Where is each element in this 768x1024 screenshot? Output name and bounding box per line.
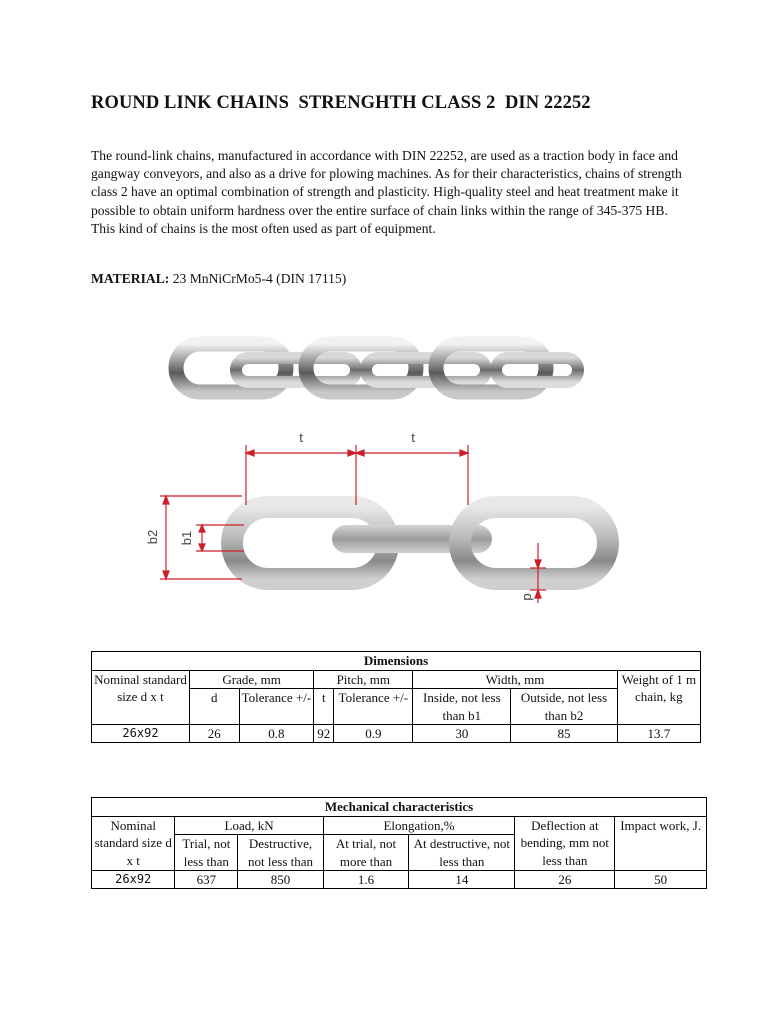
mech-header-load: Load, kN xyxy=(175,816,323,835)
material-label: MATERIAL: xyxy=(91,271,170,286)
b2-label: b2 xyxy=(145,529,160,545)
chain-photo-image xyxy=(168,330,588,410)
mech-cell-at-trial: 1.6 xyxy=(323,871,409,889)
mech-header-at-destructive: At destructive, not less than xyxy=(409,835,515,871)
mech-header-trial: Trial, not less than xyxy=(175,835,238,871)
b1-label: b1 xyxy=(179,530,194,546)
mech-header-destructive: Destructive, not less than xyxy=(238,835,324,871)
dim-header-d-tolerance: Tolerance +/- xyxy=(239,689,314,725)
dim-cell-d-tolerance: 0.8 xyxy=(239,725,314,743)
dimensions-table xyxy=(91,651,701,743)
dim-header-pitch: Pitch, mm xyxy=(314,670,413,689)
mech-header-deflection: Deflection at bending, mm not less than xyxy=(515,816,615,871)
dim-cell-t-tolerance: 0.9 xyxy=(334,725,413,743)
mech-header-at-trial: At trial, not more than xyxy=(323,835,409,871)
dim-cell-t: 92 xyxy=(314,725,334,743)
t-label-1: t xyxy=(299,430,303,445)
dim-cell-d: 26 xyxy=(189,725,239,743)
mech-header-impact: Impact work, J. xyxy=(615,816,707,871)
dim-header-t-tolerance: Tolerance +/- xyxy=(334,689,413,725)
t-label-2: t xyxy=(411,430,415,445)
dim-header-d: d xyxy=(189,689,239,725)
mech-cell-destructive: 850 xyxy=(238,871,324,889)
page-title: ROUND LINK CHAINS STRENGHTH CLASS 2 DIN 22252 xyxy=(91,93,591,113)
d-label: d xyxy=(521,593,536,601)
dim-header-inside: Inside, not less than b1 xyxy=(413,689,511,725)
dimensions-caption: Dimensions xyxy=(92,652,701,671)
mechanical-table xyxy=(91,797,707,889)
mech-cell-impact: 50 xyxy=(615,871,707,889)
mech-cell-at-destructive: 14 xyxy=(409,871,515,889)
dim-header-weight: Weight of 1 m chain, kg xyxy=(617,670,700,725)
mech-cell-deflection: 26 xyxy=(515,871,615,889)
dim-header-width: Width, mm xyxy=(413,670,617,689)
mech-header-nominal: Nominal standard size d x t xyxy=(92,816,175,871)
table-row xyxy=(92,725,701,743)
mechanical-caption: Mechanical characteristics xyxy=(92,798,707,817)
chain-dimension-drawing xyxy=(140,425,620,615)
dim-header-t: t xyxy=(314,689,334,725)
material-line xyxy=(91,271,346,287)
dim-header-grade: Grade, mm xyxy=(189,670,313,689)
table-row xyxy=(92,871,707,889)
mech-cell-size: 26x92 xyxy=(92,871,175,889)
dim-cell-outside: 85 xyxy=(511,725,617,743)
material-value: 23 MnNiCrMo5-4 (DIN 17115) xyxy=(169,271,347,286)
intro-paragraph: The round-link chains, manufactured in accordance with DIN 22252, are used as a traction body in face and gangway conveyors, and also as a drive for plowing machines. As for their characteristics, chains of strength class 2 have an optimal combination of strength and plasticity. High-quality steel and heat treatment make it possible to obtain uniform hardness over the entire surface of chain links within the range of 345-375 HB. This kind of chains is the most often used as part of equipment. xyxy=(91,148,682,236)
dim-header-outside: Outside, not less than b2 xyxy=(511,689,617,725)
dim-cell-inside: 30 xyxy=(413,725,511,743)
mech-header-elongation: Elongation,% xyxy=(323,816,515,835)
dim-cell-weight: 13.7 xyxy=(617,725,700,743)
mech-cell-trial: 637 xyxy=(175,871,238,889)
dim-header-nominal: Nominal standard size d x t xyxy=(92,670,190,725)
dim-cell-size: 26x92 xyxy=(92,725,190,743)
